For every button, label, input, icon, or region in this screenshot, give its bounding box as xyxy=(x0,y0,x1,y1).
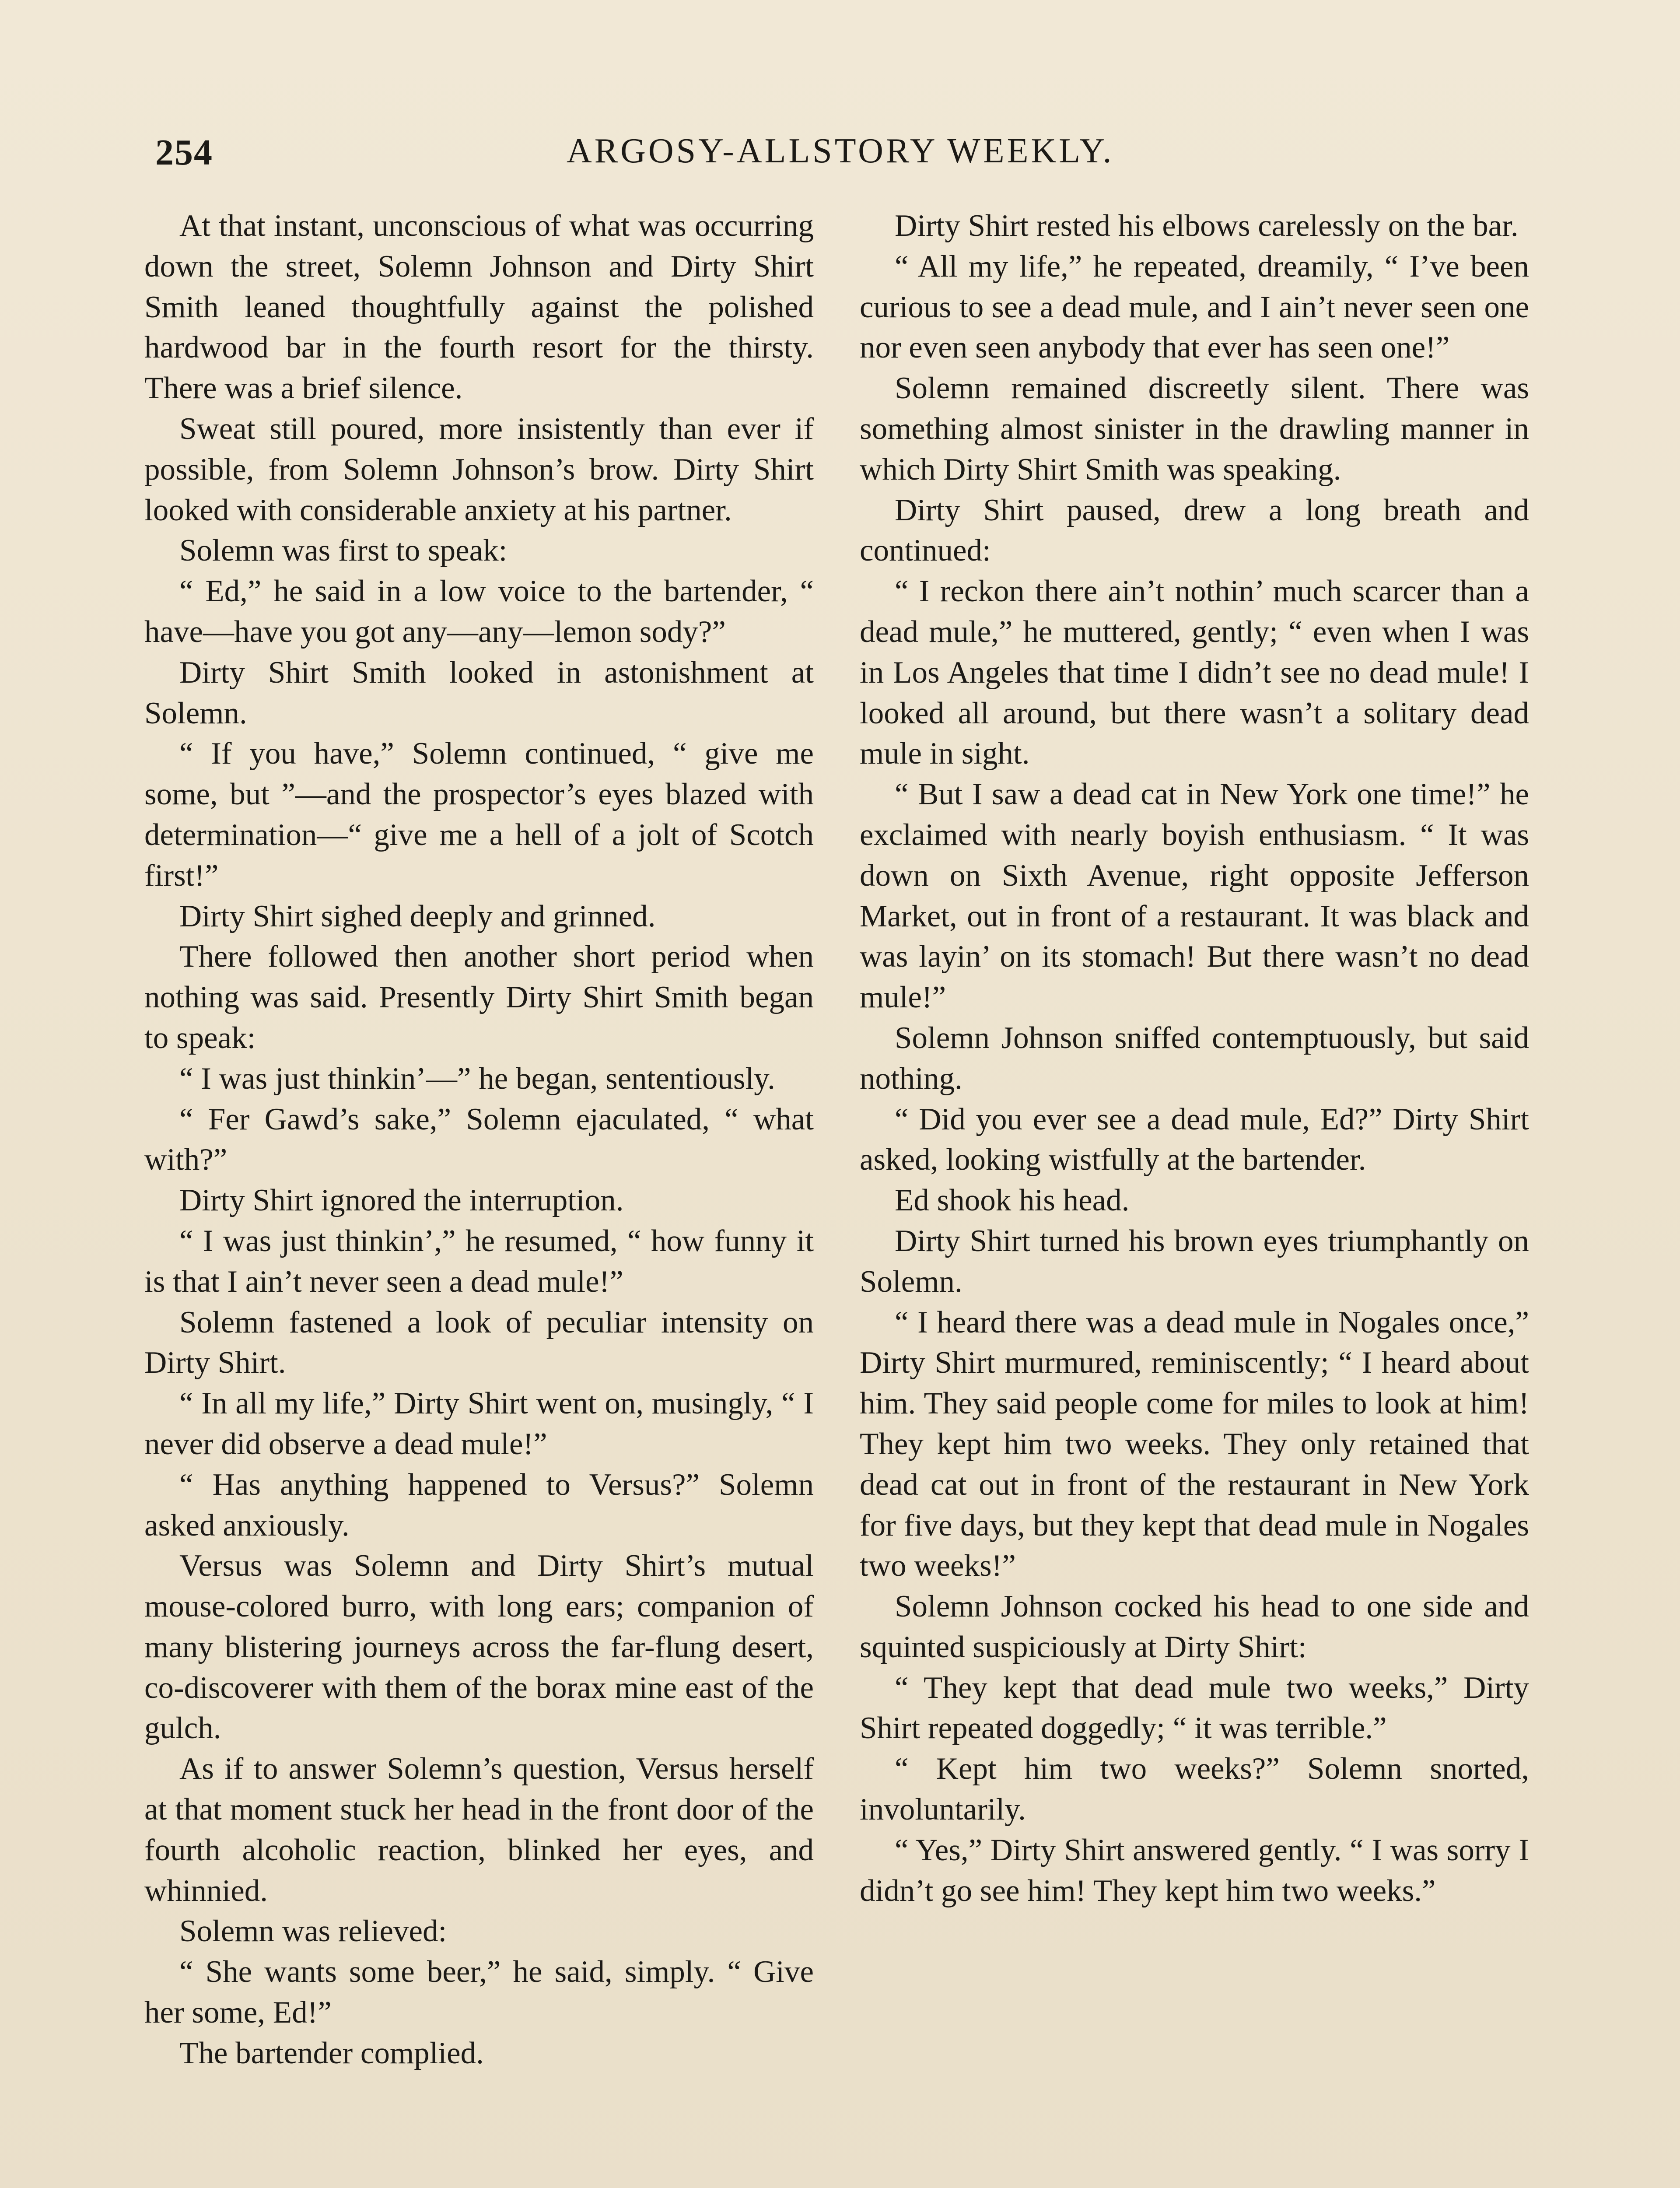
paragraph: “ Fer Gawd’s sake,” Solemn ejaculated, “ what with?” xyxy=(144,1102,814,1177)
paragraph: Solemn was relieved: xyxy=(179,1914,447,1949)
paragraph: Solemn fastened a look of peculiar intensity on Dirty Shirt. xyxy=(144,1305,814,1380)
paragraph: “ She wants some beer,” he said, simply. “ Give her some, Ed!” xyxy=(144,1955,814,2030)
paragraph: Dirty Shirt Smith looked in astonishment at Solemn. xyxy=(144,655,814,730)
paragraph: Solemn Johnson sniffed contemptuously, but said nothing. xyxy=(860,1020,1529,1096)
paragraph: Dirty Shirt ignored the interruption. xyxy=(179,1183,624,1218)
running-title: ARGOSY-ALLSTORY WEEKLY. xyxy=(567,132,1114,170)
paragraph: There followed then another short period when nothing was said. Presently Dirty Shirt Smith began to speak: xyxy=(144,940,814,1055)
paragraph: “ Kept him two weeks?” Solemn snorted, involuntarily. xyxy=(860,1752,1529,1827)
page-header xyxy=(155,131,1533,179)
paragraph: Solemn was first to speak: xyxy=(179,533,508,568)
paragraph: Dirty Shirt paused, drew a long breath and continued: xyxy=(860,493,1529,568)
paragraph: “ I was just thinkin’—” he began, sententiously. xyxy=(179,1061,775,1096)
right-column xyxy=(860,206,1529,1911)
paragraph: Versus was Solemn and Dirty Shirt’s mutual mouse-colored burro, with long ears; companion of many blistering journeys across the far-flung desert, co-discoverer with them of the borax mine east of the gulch. xyxy=(144,1549,814,1746)
paragraph: “ All my life,” he repeated, dreamily, “ I’ve been curious to see a dead mule, and I ain’t never seen one nor even seen anybody that ever has seen one!” xyxy=(860,249,1529,365)
paragraph: Sweat still poured, more insistently than ever if possible, from Solemn Johnson’s brow. Dirty Shirt looked with considerable anxiety at his partner. xyxy=(144,411,814,527)
paragraph: “ I was just thinkin’,” he resumed, “ how funny it is that I ain’t never seen a dead mule!” xyxy=(144,1224,814,1299)
paragraph: Solemn Johnson cocked his head to one side and squinted suspiciously at Dirty Shirt: xyxy=(860,1589,1529,1664)
paragraph: Dirty Shirt sighed deeply and grinned. xyxy=(179,899,656,933)
paragraph: “ I reckon there ain’t nothin’ much scarcer than a dead mule,” he muttered, gently; “ even when I was in Los Angeles that time I didn’t see no dead mule! I looked all around, but there wasn’t a solitary dead mule in sight. xyxy=(860,574,1529,771)
paragraph: Ed shook his head. xyxy=(895,1183,1130,1218)
paragraph: “ But I saw a dead cat in New York one time!” he exclaimed with nearly boyish enthusiasm. “ It was down on Sixth Avenue, right opposite Jefferson Market, out in front of a restaurant. It was black and was layin’ on its stomach! But there wasn’t no dead mule!” xyxy=(860,777,1529,1015)
paragraph: “ Yes,” Dirty Shirt answered gently. “ I was sorry I didn’t go see him! They kept him two weeks.” xyxy=(860,1833,1529,1908)
paragraph: Solemn remained discreetly silent. There was something almost sinister in the drawling manner in which Dirty Shirt Smith was speaking. xyxy=(860,371,1529,487)
paragraph: Dirty Shirt rested his elbows carelessly on the bar. xyxy=(895,209,1519,243)
paragraph: Dirty Shirt turned his brown eyes triumphantly on Solemn. xyxy=(860,1224,1529,1299)
paragraph: “ Did you ever see a dead mule, Ed?” Dirty Shirt asked, looking wistfully at the bartender. xyxy=(860,1102,1529,1177)
left-column xyxy=(144,206,814,2074)
paragraph: As if to answer Solemn’s question, Versus herself at that moment stuck her head in the front door of the fourth alcoholic reaction, blinked her eyes, and whinnied. xyxy=(144,1752,814,1908)
paragraph: “ Ed,” he said in a low voice to the bartender, “ have—have you got any—any—lemon sody?” xyxy=(144,574,814,649)
paragraph: The bartender complied. xyxy=(179,2036,484,2070)
paragraph: “ In all my life,” Dirty Shirt went on, musingly, “ I never did observe a dead mule!” xyxy=(144,1386,814,1461)
paragraph: At that instant, unconscious of what was occurring down the street, Solemn Johnson and Dirty Shirt Smith leaned thoughtfully against the polished hardwood bar in the fourth resort for the thirsty. There was a brief silence. xyxy=(144,209,814,406)
page-number: 254 xyxy=(155,132,213,173)
paragraph: “ Has anything happened to Versus?” Solemn asked anxiously. xyxy=(144,1467,814,1543)
paragraph: “ They kept that dead mule two weeks,” Dirty Shirt repeated doggedly; “ it was terrible.” xyxy=(860,1670,1529,1746)
paragraph: “ If you have,” Solemn continued, “ give me some, but ”—and the prospector’s eyes blazed with determination—“ give me a hell of a jolt of Scotch first!” xyxy=(144,736,814,893)
paragraph: “ I heard there was a dead mule in Nogales once,” Dirty Shirt murmured, reminiscently; “ I heard about him. They said people come for miles to look at him! They kept him two weeks. They only retained that dead cat out in front of the restaurant in New York for five days, but they kept that dead mule in Nogales two weeks!” xyxy=(860,1305,1529,1583)
